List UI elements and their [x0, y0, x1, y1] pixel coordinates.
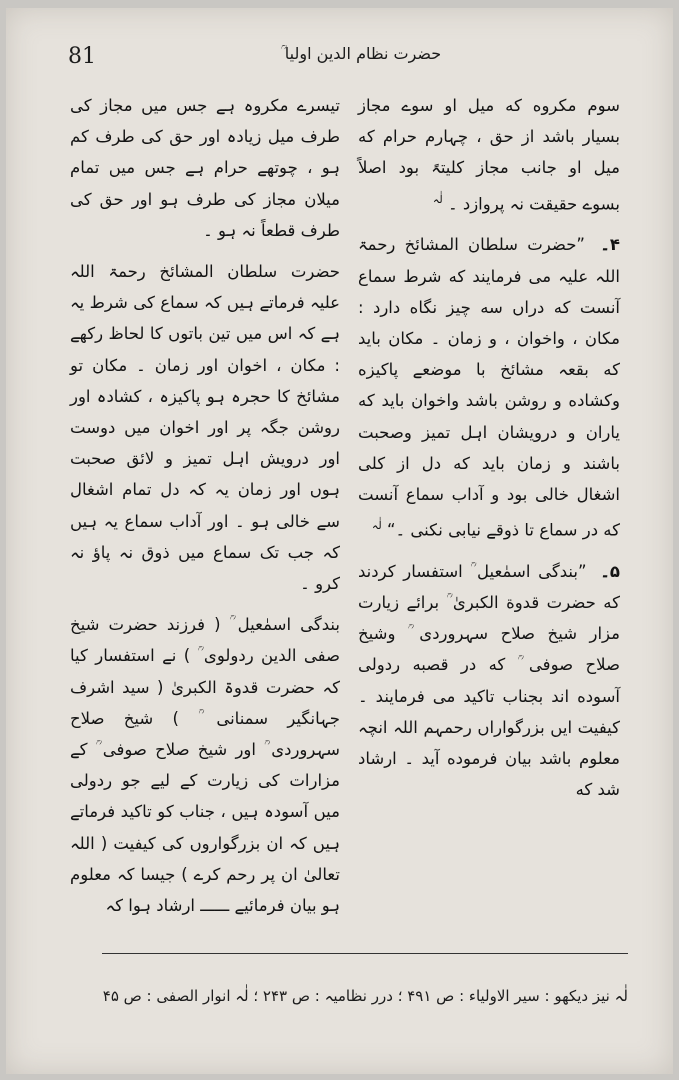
- footnote-mark: لٰہ: [371, 519, 382, 533]
- page-header: [6, 38, 673, 78]
- entry-4: [358, 229, 620, 546]
- footnote: لٰہ نیز دیکھو : سیر الاولیاء : ص ۴۹۱ ؛ درر نظامیہ : ص ۲۴۳ ؛ لٰہ انوار الصفی : ص ۴۵: [102, 987, 628, 1005]
- urdu-paragraph-1: تیسرے مکروہ ہے جس میں مجاز کی طرف میل زیادہ اور حق کی طرف کم ہو ، چوتھے حرام ہے جس میں تمام میلان مجاز کی طرف ہو اور حق کی طرف قطعاً نہ ہو ۔: [70, 96, 340, 240]
- footnote-divider: [102, 953, 628, 954]
- running-head: حضرت نظام الدین اولیا ؒ: [280, 44, 442, 63]
- urdu-paragraph-3: بندگی اسمٰعیل ؒ ( فرزند حضرت شیخ صفی الدین ردولوی ؒ ) نے استفسار کیا کہ حضرت قدوۃ الکبریٰ ( سید اشرف جہانگیر سمنانی ؒ ) شیخ صلاح سہروردی ؒ اور شیخ صلاح صوفی ؒ کے مزارات کی زیارت کے لیے جو ردولی میں آسودہ ہیں ، جناب کو تاکید فرماتے ہیں کہ ان بزرگواروں کی کیفیت ( اللہ تعالیٰ ان پر رحم کرے ) جیسا کہ معلوم ہو بیان فرمائیے ــــــ ارشاد ہوا کہ: [70, 615, 340, 916]
- right-column-persian: [358, 90, 620, 815]
- entry-5: [358, 556, 620, 806]
- entry-number: ۵۔: [600, 561, 620, 581]
- entry-number: ۴۔: [600, 235, 620, 255]
- book-page: [6, 8, 673, 1074]
- page-number: 81: [68, 44, 96, 69]
- entry-5-text: ”بندگی اسمٰعیل ؒ استفسار کردند که حضرت قدوة الکبریٰ ؒ برائے زیارت مزار شیخ صلاح سہروردی ؒ وشیخ صلاح صوفی ؒ که در قصبه ردولی آسوده اند بجناب تاکید می فرمایند ۔ کیفیت ایں بزرگواراں رحمہم اللہ انچہ معلوم باشد بیان فرموده آید ۔ ارشاد شد که: [358, 561, 620, 800]
- left-column-urdu: [70, 90, 340, 931]
- entry-4-text: ”حضرت سلطان المشائخ رحمۃ اللہ علیہ می فرمایند که شرط سماع آنست که دراں سه چیز نگاه دارد : مکان ، واخوان ، و زمان ۔ مکان باید که بقعہ مشائخ با موضعے پاکیزه وکشاده و روشن باشد واخوان باید که یاران و درویشان اہل تمیز وصحبت باشند و زمان باید که دل از کلی اشغال خالی بود و آداب سماع آنست که در سماع تا ذوقے نیابی نکنی ۔“: [358, 235, 620, 540]
- footnote-mark: لٰہ: [432, 192, 443, 206]
- entry-3-continuation: سوم مکروه که میل او سوے مجاز بسیار باشد از حق ، چہارم حرام که میل او جانب مجاز کلیتہً بود اصلاً بسوے حقیقت نہ پروازد ۔ $^{لٰہ}$: [358, 96, 620, 214]
- urdu-paragraph-2: حضرت سلطان المشائخ رحمۃ اللہ علیہ فرماتے ہیں کہ سماع کی شرط یہ ہے کہ اس میں تین باتوں کا لحاظ رکھے : مکان ، اخوان اور زمان ۔ مکان تو مشائخ کا حجرہ ہو پاکیزہ ، کشادہ اور روشن جگہ پر اور اخوان میں دوست اور درویش اہل تمیز و لائق صحبت ہوں اور زمان یہ کہ دل تمام اشغال سے خالی ہو ۔ اور آداب سماع یہ ہیں کہ جب تک سماع میں ذوق نہ پاؤ نہ کرو ۔: [70, 262, 340, 594]
